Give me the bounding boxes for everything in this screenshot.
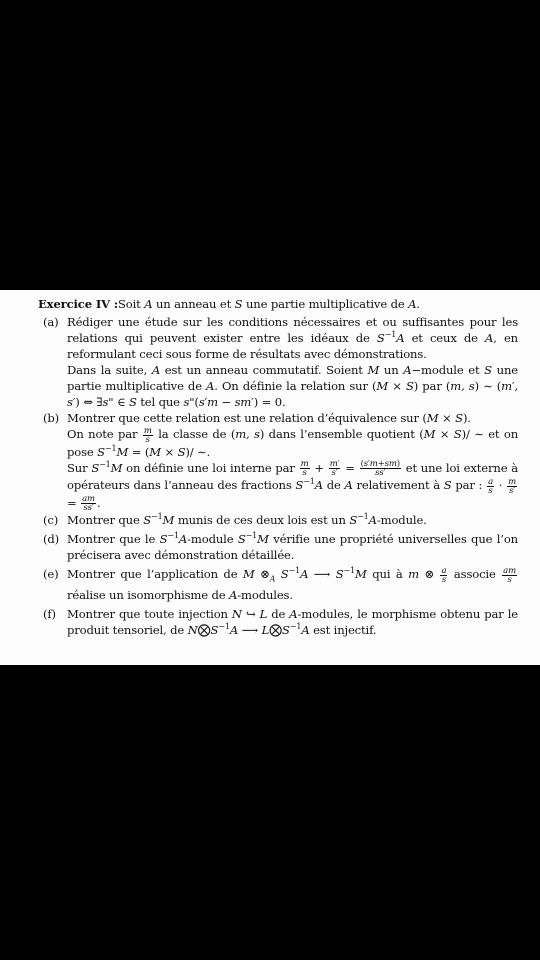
question-f-text: Montrer que toute injection N ↪ L de A-modules, le morphisme obtenu par le produit tensoriel, de $N⨂S^{-1}A$ ⟶ $L⨂S^{-1}A$ est injectif. bbox=[67, 607, 518, 639]
question-b-laws: Sur $S^{-1}M$ on définie une loi interne par $\frac{m}{s}$ + $\frac{m'}{s'}$ = $\frac{(s'm+sm)}{ss'}$ et une loi externe à opérateurs dans l’anneau des fractions $S^{-1}A$ de A relativement à S par : $\frac{a}{s}$ · $\frac{m}{s'}$ = $\frac{am}{ss'}$ . bbox=[67, 459, 518, 513]
question-a-text: Rédiger une étude sur les conditions nécessaires et ou suffisantes pour les relations qui peuvent exister entre les idéaux de $S^{-1}A$ et ceux de A, en reformulant ceci sous forme de résultats avec démonstrations. bbox=[67, 315, 518, 361]
question-c bbox=[38, 512, 518, 528]
question-e bbox=[38, 566, 518, 603]
question-label: (e) bbox=[43, 567, 59, 581]
question-label: (c) bbox=[43, 513, 59, 527]
question-b bbox=[38, 410, 518, 512]
question-a bbox=[38, 314, 518, 410]
question-f bbox=[38, 606, 518, 639]
question-b-notation: On note par $\frac{m}{s}$ la classe de (m, s) dans l’ensemble quotient (M × S)/ ∼ et on pose $S^{-1}M = (M \times S)/$ ∼. bbox=[67, 425, 519, 459]
question-d bbox=[38, 531, 518, 563]
exercise-intro: Soit A un anneau et S une partie multiplicative de A. bbox=[117, 297, 420, 311]
exercise-content bbox=[38, 296, 518, 639]
document-page bbox=[0, 290, 540, 665]
question-b-text: Montrer que cette relation est une relation d’équivalence sur (M × S). bbox=[67, 411, 471, 425]
question-c-text: Montrer que $S^{-1}M$ munis de ces deux lois est un $S^{-1}A$-module. bbox=[67, 512, 427, 527]
question-label: (f) bbox=[43, 607, 56, 622]
question-d-text: Montrer que le $S^{-1}A$-module $S^{-1}M$ vérifie une propriété universelles que l’on précisera avec démonstration détaillée. bbox=[67, 531, 518, 562]
exercise-title bbox=[38, 296, 518, 312]
question-label: (b) bbox=[43, 411, 60, 425]
question-label: (d) bbox=[43, 532, 60, 546]
question-label: (a) bbox=[43, 315, 59, 329]
question-e-text: Montrer que l’application de M $\otimes_A$ $S^{-1}A$ ⟶ $S^{-1}M$ qui à m ⊗ $\frac{a}{s}$ associe $\frac{am}{s}$ réalise un isomorphisme de A-modules. bbox=[67, 565, 516, 603]
question-a-setup: Dans la suite, A est un anneau commutatif. Soient M un A−module et S une partie multiplicative de A. On définie la relation sur (M × S) par (m, s) ∼ (m′, s′) ⇔ ∃s" ∈ S tel que s"(s′m − sm′) = 0. bbox=[67, 363, 519, 409]
exercise-heading: Exercice IV : bbox=[38, 297, 118, 311]
